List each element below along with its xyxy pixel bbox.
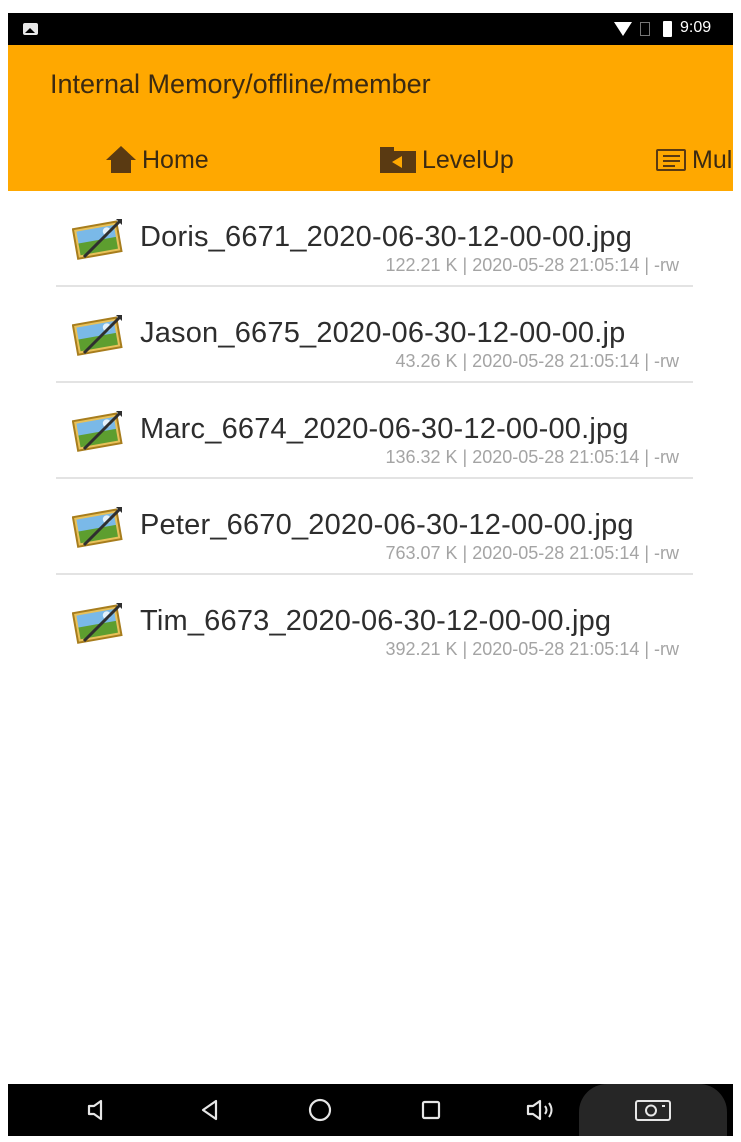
- bottom-margin: [0, 1136, 741, 1142]
- folder-up-icon: [380, 147, 416, 173]
- home-button-label: Home: [142, 145, 209, 174]
- list-select-icon: [656, 149, 686, 171]
- right-margin: [733, 0, 741, 1142]
- file-list-item[interactable]: [56, 575, 693, 669]
- multi-select-button-label: Mul: [692, 145, 733, 174]
- multi-select-button[interactable]: [656, 143, 733, 177]
- recents-button[interactable]: [401, 1084, 461, 1136]
- volume-up-icon: [525, 1098, 559, 1122]
- file-name: Tim_6673_2020-06-30-12-00-00.jpg: [140, 605, 612, 637]
- image-file-icon: [72, 601, 124, 645]
- home-button[interactable]: [106, 143, 209, 177]
- home-icon: [106, 146, 136, 174]
- file-name: Doris_6671_2020-06-30-12-00-00.jpg: [140, 221, 633, 253]
- navigation-bar: [8, 1084, 733, 1136]
- file-list-item[interactable]: [56, 479, 693, 575]
- image-file-icon: [72, 217, 124, 261]
- image-file-icon: [72, 505, 124, 549]
- file-name: Marc_6674_2020-06-30-12-00-00.jpg: [140, 413, 629, 445]
- levelup-button[interactable]: [380, 143, 514, 177]
- levelup-button-label: LevelUp: [422, 145, 514, 174]
- no-sim-icon: [640, 22, 650, 36]
- status-time: 9:09: [680, 19, 712, 36]
- status-bar: [8, 13, 733, 45]
- back-button[interactable]: [180, 1084, 240, 1136]
- volume-up-button[interactable]: [512, 1084, 572, 1136]
- current-path: Internal Memory/offline/member: [50, 69, 431, 99]
- file-list-item[interactable]: [56, 191, 693, 287]
- screenshot-button[interactable]: [623, 1084, 683, 1136]
- image-file-icon: [72, 313, 124, 357]
- top-margin: [0, 0, 741, 13]
- battery-icon: [663, 21, 672, 37]
- recents-icon: [419, 1098, 443, 1122]
- home-circle-icon: [307, 1097, 333, 1123]
- volume-down-button[interactable]: [68, 1084, 128, 1136]
- image-file-icon: [72, 409, 124, 453]
- file-meta: 43.26 K | 2020-05-28 21:05:14 | -rw: [395, 351, 679, 371]
- wifi-icon: [614, 22, 632, 36]
- file-name: Peter_6670_2020-06-30-12-00-00.jpg: [140, 509, 634, 541]
- file-list-item[interactable]: [56, 383, 693, 479]
- back-icon: [198, 1098, 222, 1122]
- file-meta: 392.21 K | 2020-05-28 21:05:14 | -rw: [385, 639, 679, 659]
- file-meta: 122.21 K | 2020-05-28 21:05:14 | -rw: [385, 255, 679, 275]
- volume-down-icon: [85, 1098, 111, 1122]
- gallery-notification-icon: [23, 23, 38, 35]
- file-meta: 763.07 K | 2020-05-28 21:05:14 | -rw: [385, 543, 679, 563]
- app-header: [8, 45, 733, 191]
- file-list: [56, 191, 693, 669]
- home-nav-button[interactable]: [290, 1084, 350, 1136]
- file-name: Jason_6675_2020-06-30-12-00-00.jp: [140, 317, 626, 349]
- left-margin: [0, 0, 8, 1142]
- screenshot-icon: [633, 1097, 673, 1123]
- file-meta: 136.32 K | 2020-05-28 21:05:14 | -rw: [385, 447, 679, 467]
- file-list-item[interactable]: [56, 287, 693, 383]
